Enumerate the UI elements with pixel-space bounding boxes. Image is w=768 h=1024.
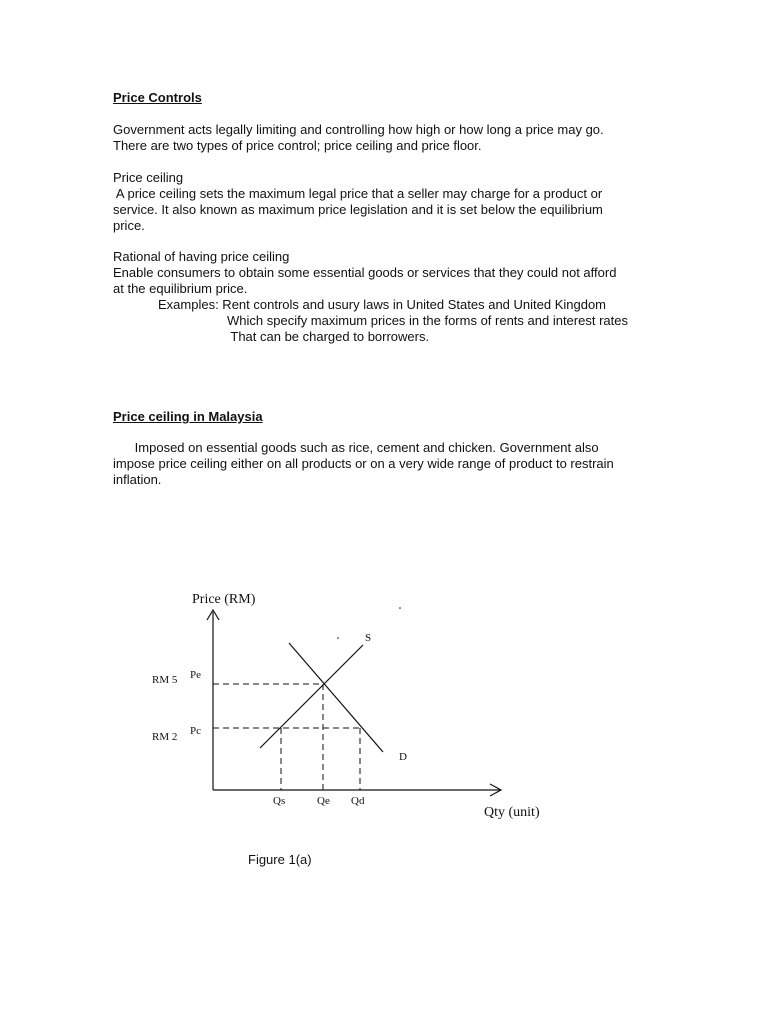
malaysia-line-2: impose price ceiling either on all products or on a very wide range of product to restrain xyxy=(113,456,614,471)
supply-label: S xyxy=(365,632,372,644)
ceiling-line-1: A price ceiling sets the maximum legal price that a seller may charge for a product or xyxy=(113,186,603,201)
pe-label: Pe xyxy=(190,669,201,681)
qe-label: Qe xyxy=(317,795,330,807)
heading-price-controls: Price Controls xyxy=(113,90,202,105)
heading-price-ceiling-malaysia: Price ceiling in Malaysia xyxy=(113,409,263,424)
ceiling-line-3: price. xyxy=(113,218,145,233)
examples-line-2: Which specify maximum prices in the forms of rents and interest rates xyxy=(227,313,628,328)
tick-rm2: RM 2 xyxy=(152,731,178,743)
qs-label: Qs xyxy=(273,795,286,807)
supply-curve xyxy=(260,645,363,748)
stray-dot xyxy=(399,607,401,609)
stray-dot xyxy=(337,637,339,639)
y-axis-label: Price (RM) xyxy=(192,592,256,607)
demand-curve xyxy=(289,643,383,752)
intro-line-1: Government acts legally limiting and controlling how high or how long a price may go. xyxy=(113,122,604,137)
x-axis-label: Qty (unit) xyxy=(484,805,540,820)
pc-label: Pc xyxy=(190,725,201,737)
ceiling-line-2: service. It also known as maximum price legislation and it is set below the equilibrium xyxy=(113,202,603,217)
intro-line-2: There are two types of price control; price ceiling and price floor. xyxy=(113,138,482,153)
qd-label: Qd xyxy=(351,795,365,807)
examples-line-3: That can be charged to borrowers. xyxy=(227,329,430,344)
malaysia-line-1: Imposed on essential goods such as rice, cement and chicken. Government also xyxy=(113,440,599,455)
rational-line-2: at the equilibrium price. xyxy=(113,281,248,296)
subheading-rational: Rational of having price ceiling xyxy=(113,249,290,264)
figure-caption: Figure 1(a) xyxy=(248,852,312,867)
examples-line-1: Examples: Rent controls and usury laws in United States and United Kingdom xyxy=(158,297,607,312)
subheading-price-ceiling: Price ceiling xyxy=(113,170,184,185)
rational-line-1: Enable consumers to obtain some essential goods or services that they could not afford xyxy=(113,265,617,280)
tick-rm5: RM 5 xyxy=(152,674,178,686)
demand-label: D xyxy=(399,751,407,763)
malaysia-line-3: inflation. xyxy=(113,472,162,487)
